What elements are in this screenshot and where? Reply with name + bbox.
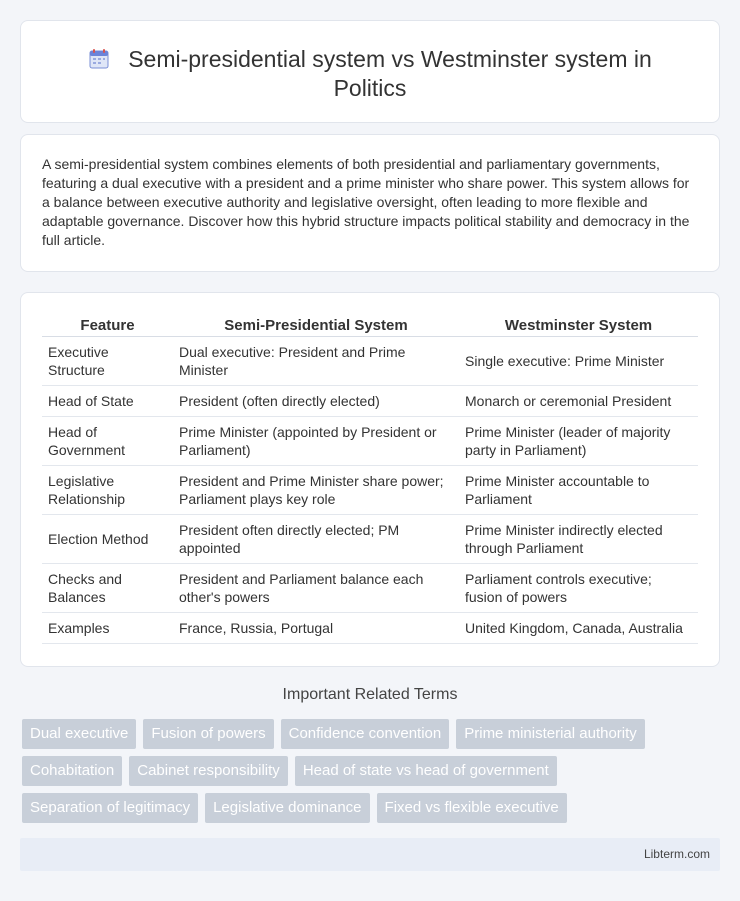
table-cell: President and Parliament balance each other's powers — [173, 564, 459, 613]
table-row — [42, 386, 698, 417]
footer-brand-link[interactable]: Libterm.com — [643, 847, 710, 861]
table-cell: Dual executive: President and Prime Minister — [173, 337, 459, 386]
table-cell: Head of State — [42, 386, 173, 417]
table-cell: President (often directly elected) — [173, 386, 459, 417]
table-row — [42, 613, 698, 644]
related-term-tag[interactable]: Dual executive — [22, 719, 136, 749]
related-term-tag[interactable]: Cabinet responsibility — [129, 756, 288, 786]
related-terms-heading: Important Related Terms — [282, 686, 458, 703]
table-cell: Executive Structure — [42, 337, 173, 386]
column-header-semi-presidential: Semi-Presidential System — [173, 315, 459, 337]
table-cell: Head of Government — [42, 417, 173, 466]
table-row — [42, 337, 698, 386]
footer — [20, 838, 720, 871]
comparison-table — [42, 315, 698, 644]
table-cell: Prime Minister accountable to Parliament — [459, 466, 698, 515]
table-row — [42, 466, 698, 515]
related-term-tag[interactable]: Fixed vs flexible executive — [377, 793, 567, 823]
related-term-tag[interactable]: Confidence convention — [281, 719, 450, 749]
related-term-tag[interactable]: Fusion of powers — [143, 719, 273, 749]
column-header-feature: Feature — [42, 315, 173, 337]
summary-text: A semi-presidential system combines elements of both presidential and parliamentary governments, featuring a dual executive with a president and a prime minister who share power. This system allows for a balance between executive authority and legislative oversight, often leading to more flexible and adaptable governance. Discover how this hybrid structure impacts political stability and democracy in the full article. — [42, 156, 690, 248]
related-term-tag[interactable]: Cohabitation — [22, 756, 122, 786]
related-term-tag[interactable]: Head of state vs head of government — [295, 756, 557, 786]
tag-row — [22, 793, 722, 823]
table-cell: Single executive: Prime Minister — [459, 337, 698, 386]
title-card — [20, 20, 720, 123]
column-header-westminster: Westminster System — [459, 315, 698, 337]
table-row — [42, 417, 698, 466]
table-cell: Examples — [42, 613, 173, 644]
table-cell: France, Russia, Portugal — [173, 613, 459, 644]
table-cell: Monarch or ceremonial President — [459, 386, 698, 417]
tag-row — [22, 719, 722, 749]
tag-row — [22, 756, 722, 786]
comparison-card — [20, 292, 720, 667]
table-row — [42, 515, 698, 564]
table-cell: Prime Minister indirectly elected through Parliament — [459, 515, 698, 564]
related-terms-list — [22, 719, 722, 830]
table-cell: Parliament controls executive; fusion of powers — [459, 564, 698, 613]
table-cell: United Kingdom, Canada, Australia — [459, 613, 698, 644]
table-cell: Legislative Relationship — [42, 466, 173, 515]
page-title: Semi-presidential system vs Westminster system in Politics — [128, 46, 652, 101]
table-header-row — [42, 315, 698, 337]
table-cell: Prime Minister (leader of majority party in Parliament) — [459, 417, 698, 466]
page-title-container — [21, 45, 719, 103]
summary-card — [20, 134, 720, 272]
table-cell: Prime Minister (appointed by President or Parliament) — [173, 417, 459, 466]
table-row — [42, 564, 698, 613]
table-cell: Checks and Balances — [42, 564, 173, 613]
related-term-tag[interactable]: Legislative dominance — [205, 793, 369, 823]
related-term-tag[interactable]: Separation of legitimacy — [22, 793, 198, 823]
table-cell: President and Prime Minister share power; Parliament plays key role — [173, 466, 459, 515]
related-term-tag[interactable]: Prime ministerial authority — [456, 719, 645, 749]
calendar-icon — [88, 48, 110, 70]
table-cell: President often directly elected; PM appointed — [173, 515, 459, 564]
table-cell: Election Method — [42, 515, 173, 564]
